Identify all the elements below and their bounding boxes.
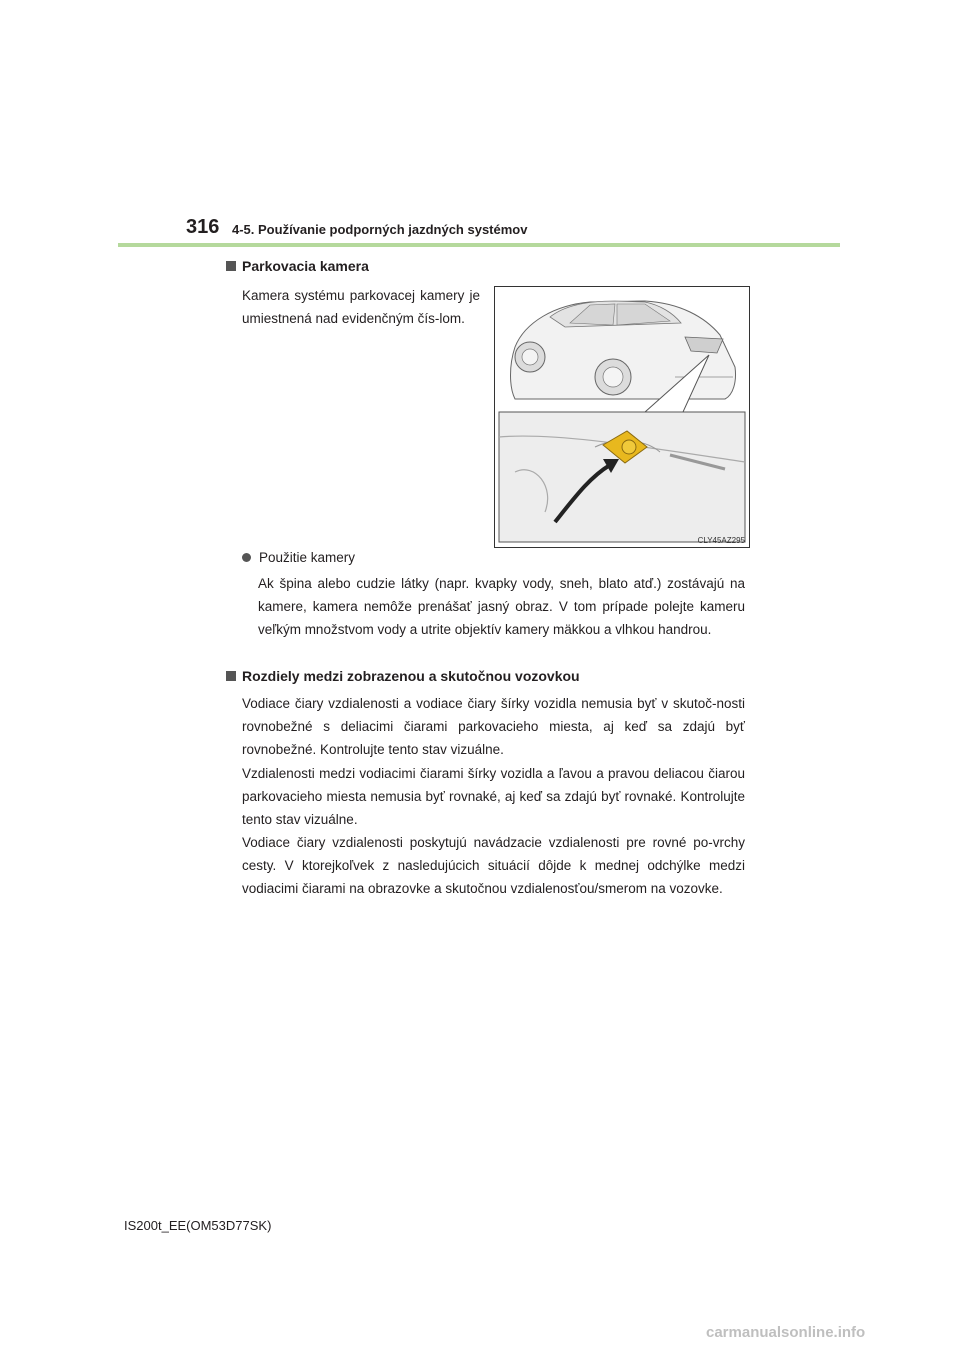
header-rule bbox=[118, 243, 840, 247]
car-rear-illustration bbox=[495, 287, 749, 547]
heading-parking-camera bbox=[226, 258, 369, 274]
figure-code: CLY45AZ295 bbox=[697, 536, 745, 545]
paragraph-2: Vzdialenosti medzi vodiacimi čiarami šírky vozidla a ľavou a pravou deliacou čiarou parkovacieho miesta nemusia byť rovnaké, aj keď sa zdajú byť rovnaké. Kontrolujte tento stav vizuálne. bbox=[242, 766, 745, 827]
paragraph-3: Vodiace čiary vzdialenosti poskytujú navádzacie vzdialenosti pre rovné po-vrchy cesty. V ktorejkoľvek z nasledujúcich situácií dôjde k mednej odchýlke medzi vodiacimi čiarami na obrazovke a skutočnou vzdialenosťou/smerom na vozovke. bbox=[242, 835, 745, 896]
heading-road-differences bbox=[226, 668, 580, 684]
round-bullet-icon bbox=[242, 553, 251, 562]
heading-text: Rozdiely medzi zobrazenou a skutočnou vozovkou bbox=[242, 668, 580, 684]
square-bullet-icon bbox=[226, 261, 236, 271]
bullet-camera-usage bbox=[242, 550, 355, 565]
watermark: carmanualsonline.info bbox=[706, 1324, 866, 1341]
camera-location-figure bbox=[494, 286, 750, 548]
bullet-text: Použitie kamery bbox=[259, 550, 356, 565]
page-number: 316 bbox=[186, 216, 220, 238]
section-title: 4-5. Používanie podporných jazdných systémov bbox=[232, 222, 528, 237]
camera-cleaning-text: Ak špina alebo cudzie látky (napr. kvapky vody, sneh, blato atď.) zostávajú na kamere, kamera nemôže prenášať jasný obraz. V tom prípade polejte kameru veľkým množstvom vody a utrite objektív kamery mäkkou a vlhkou handrou. bbox=[258, 576, 745, 637]
paragraph-1: Vodiace čiary vzdialenosti a vodiace čiary šírky vozidla nemusia byť v skutoč-nosti rovnobežné s deliacimi čiarami parkovacieho miesta, aj keď sa zdajú byť rovnobežné. Kontrolujte tento stav vizuálne. bbox=[242, 696, 745, 757]
heading-text: Parkovacia kamera bbox=[242, 258, 369, 274]
square-bullet-icon bbox=[226, 671, 236, 681]
camera-location-text: Kamera systému parkovacej kamery je umiestnená nad evidenčným čís-lom. bbox=[242, 288, 480, 326]
model-code: IS200t_EE(OM53D77SK) bbox=[124, 1218, 272, 1233]
